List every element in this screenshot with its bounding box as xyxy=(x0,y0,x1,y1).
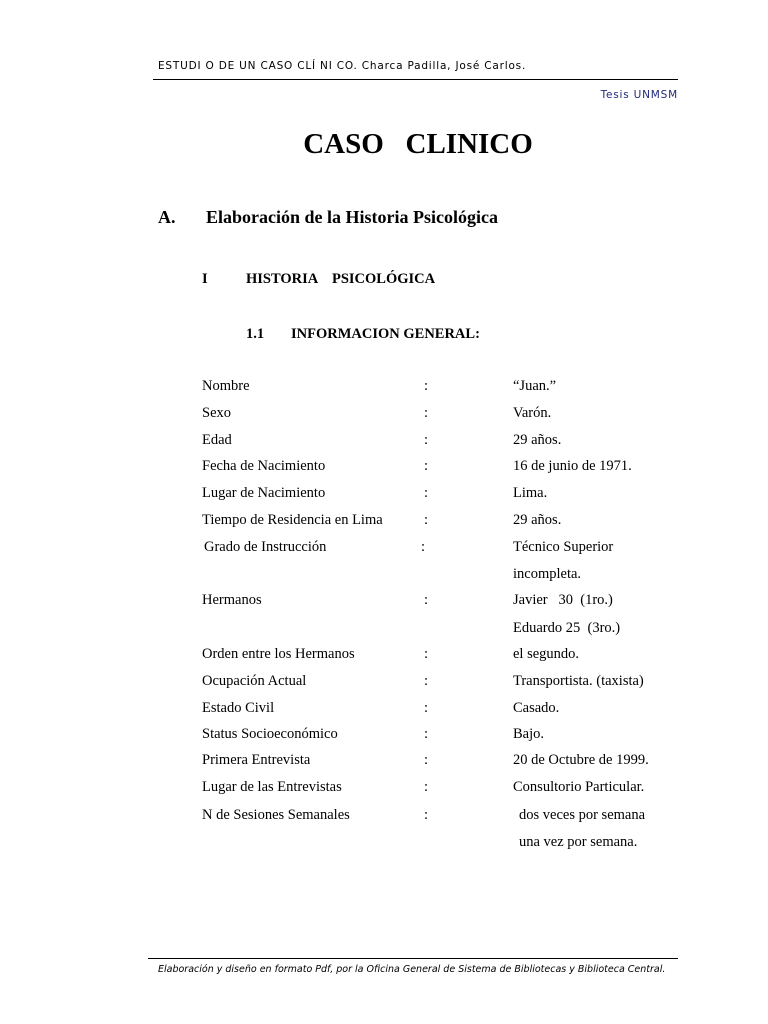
info-separator: : xyxy=(424,485,429,501)
document-title: CASO CLINICO xyxy=(303,128,533,160)
info-label: Nombre xyxy=(202,378,250,394)
page-footer: Elaboración y diseño en formato Pdf, por la Oficina General de Sistema de Bibliotecas y Biblioteca Central. xyxy=(158,964,666,975)
running-header-title: ESTUDI O DE UN CASO CLÍ NI CO. Charca Padilla, José Carlos. xyxy=(158,60,527,72)
info-label: Hermanos xyxy=(202,592,262,608)
info-label: Status Socioeconómico xyxy=(202,726,338,742)
info-separator: : xyxy=(424,726,429,742)
info-value: 16 de junio de 1971. xyxy=(513,458,632,474)
footer-rule xyxy=(148,958,678,959)
info-value: Consultorio Particular. xyxy=(513,779,645,795)
subsection-heading: HISTORIA PSICOLÓGICA xyxy=(246,271,436,287)
info-label: Fecha de Nacimiento xyxy=(202,458,326,474)
running-header-label: Tesis UNMSM xyxy=(600,89,678,101)
info-separator: : xyxy=(424,673,429,689)
info-label: Lugar de las Entrevistas xyxy=(202,779,342,795)
info-value: Javier 30 (1ro.) xyxy=(513,592,613,608)
subsubsection-number: 1.1 xyxy=(246,326,265,342)
info-value: 29 años. xyxy=(513,432,562,448)
subsubsection-heading: INFORMACION GENERAL: xyxy=(291,326,480,342)
info-separator: : xyxy=(424,512,429,528)
info-value: Técnico Superior xyxy=(513,539,614,555)
info-separator: : xyxy=(424,592,429,608)
info-label: Ocupación Actual xyxy=(202,673,307,689)
info-value: incompleta. xyxy=(513,566,582,582)
info-value: dos veces por semana xyxy=(519,807,646,823)
info-value: Transportista. (taxista) xyxy=(513,673,644,689)
info-separator: : xyxy=(424,752,429,768)
info-separator: : xyxy=(424,432,429,448)
info-separator: : xyxy=(421,539,426,555)
info-label: Lugar de Nacimiento xyxy=(202,485,326,501)
info-value: Varón. xyxy=(513,405,552,421)
info-label: N de Sesiones Semanales xyxy=(202,807,350,823)
info-separator: : xyxy=(424,646,429,662)
info-label: Tiempo de Residencia en Lima xyxy=(202,512,383,528)
info-separator: : xyxy=(424,458,429,474)
info-value: Bajo. xyxy=(513,726,545,742)
info-label: Estado Civil xyxy=(202,700,275,716)
info-value: 20 de Octubre de 1999. xyxy=(513,752,649,768)
info-label: Orden entre los Hermanos xyxy=(202,646,355,662)
info-value: Casado. xyxy=(513,700,560,716)
info-value: una vez por semana. xyxy=(519,834,638,850)
info-value: 29 años. xyxy=(513,512,562,528)
info-value: Lima. xyxy=(513,485,548,501)
info-value: el segundo. xyxy=(513,646,580,662)
info-label: Edad xyxy=(202,432,232,448)
info-value: Eduardo 25 (3ro.) xyxy=(513,620,621,636)
header-rule xyxy=(153,79,678,80)
info-separator: : xyxy=(424,807,429,823)
info-label: Primera Entrevista xyxy=(202,752,311,768)
section-letter: A. xyxy=(158,207,176,227)
subsection-number: I xyxy=(202,271,208,287)
info-separator: : xyxy=(424,779,429,795)
section-heading: Elaboración de la Historia Psicológica xyxy=(206,207,498,227)
info-value: “Juan.” xyxy=(513,378,557,394)
info-separator: : xyxy=(424,378,429,394)
info-separator: : xyxy=(424,405,429,421)
info-label: Grado de Instrucción xyxy=(204,539,327,555)
info-label: Sexo xyxy=(202,405,231,421)
info-separator: : xyxy=(424,700,429,716)
